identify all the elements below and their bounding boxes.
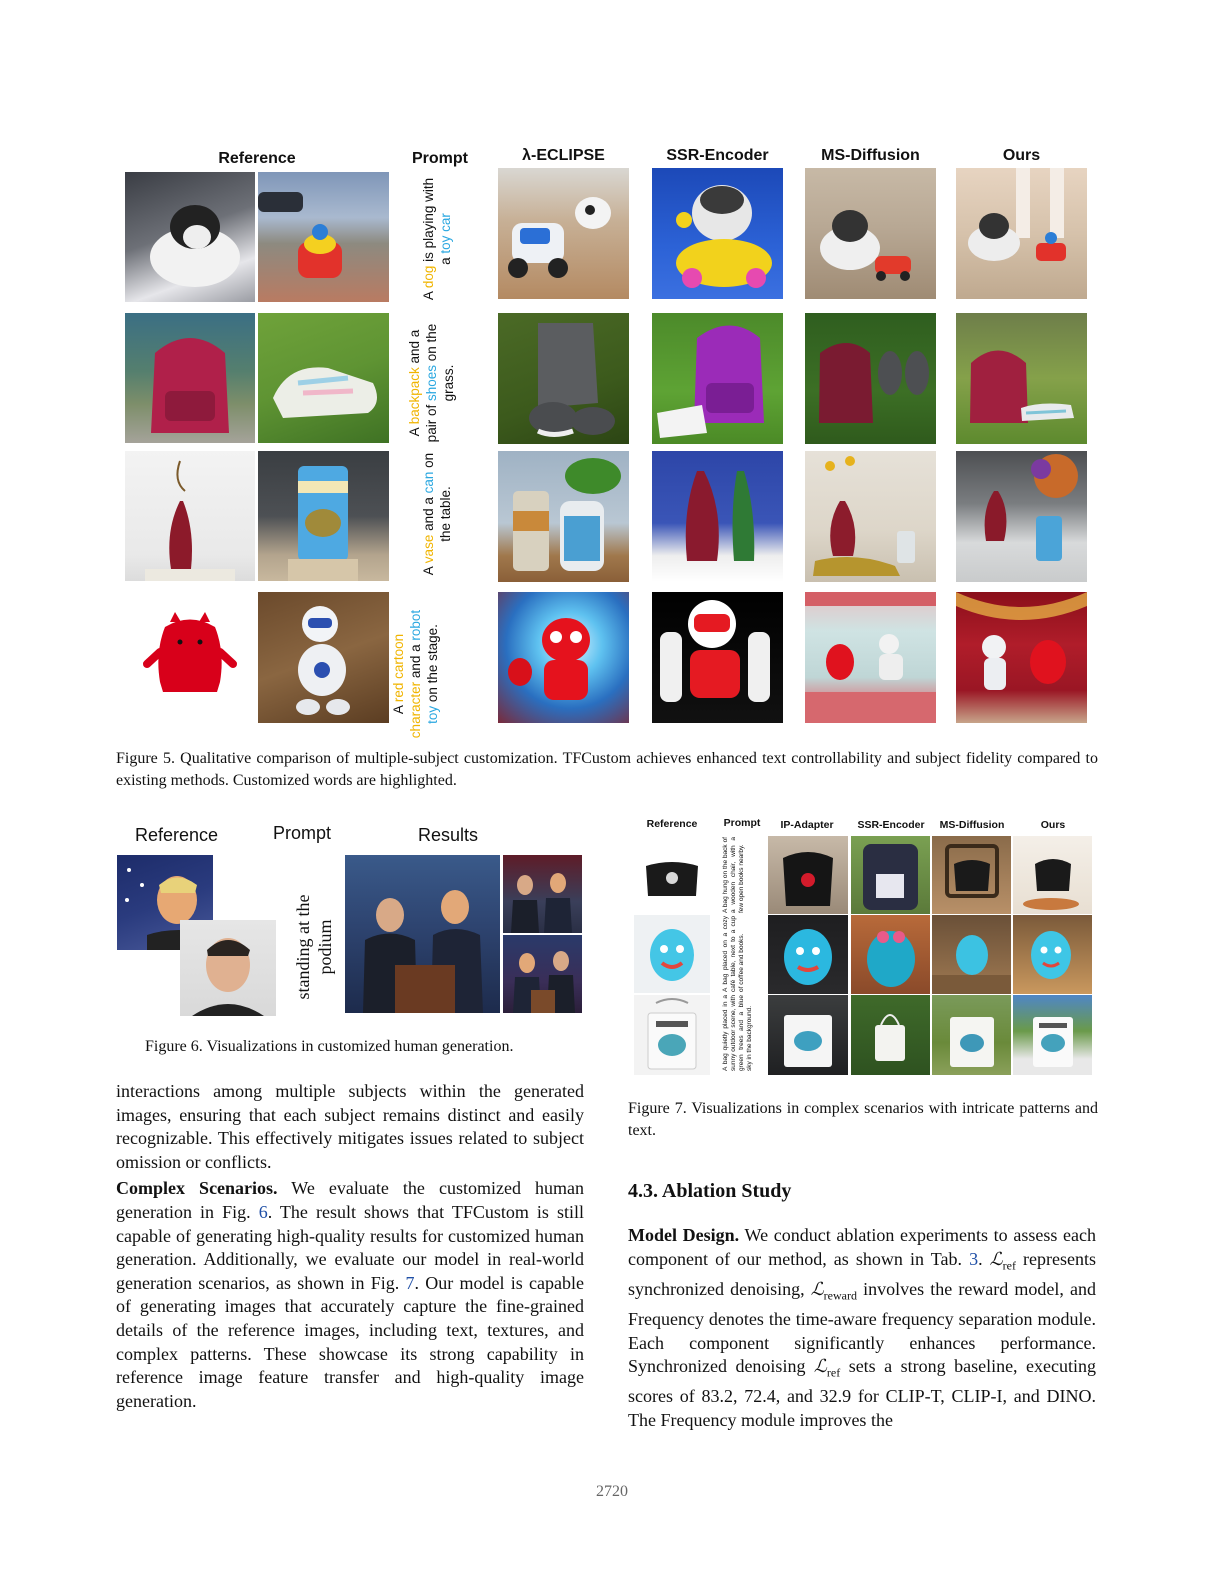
fig6-result-small1-image <box>503 855 582 933</box>
l-ref-sub-2: ref <box>826 1365 841 1380</box>
fig7-r2-prompt: A bag placed on a cozy café table, next to a cup of coffee and books. <box>722 916 745 992</box>
md-text-c: represents synchronized denoising, <box>628 1248 1097 1299</box>
fig5-r2-ms-diffusion-image <box>805 313 936 444</box>
md-text-d: involves the reward model, and Frequency denotes the time-aware frequency separation module. Each component significantly enhances performance. Synchronized denoising <box>628 1278 1096 1377</box>
md-text-a: We conduct ablation experiments to assess each component of our method, as shown in Tab. <box>628 1225 1096 1269</box>
fig7-r3-ours-image <box>1013 995 1092 1075</box>
fig7-r3-ssr-encoder-image <box>851 995 930 1075</box>
fig6-result-main-image <box>345 855 500 1013</box>
fig7-r1-ref-image <box>634 838 710 914</box>
fig5-r1-ours-image <box>956 168 1087 299</box>
fig6-header-reference: Reference <box>135 825 219 845</box>
left-column-text <box>116 1080 584 1413</box>
fig7-r2-ms-diffusion-image <box>932 915 1011 994</box>
fig7-r1-ms-diffusion-image <box>932 836 1011 914</box>
fig5-r1-prompt: A dog is playing with a toy car <box>421 177 453 301</box>
l-ref-sub: ref <box>1002 1258 1016 1273</box>
fig5-header-ssr-encoder: SSR-Encoder <box>666 147 769 164</box>
md-text-b: . <box>978 1248 990 1269</box>
fig5-r4-ssr-encoder-image <box>652 592 783 723</box>
fig5-r2-ref-backpack-image <box>125 313 255 443</box>
fig7-caption: Figure 7. Visualizations in complex scenarios with intricate patterns and text. <box>628 1100 1098 1139</box>
fig5-r4-ours-image <box>956 592 1087 723</box>
fig5-r3-ref-can-image <box>258 451 389 581</box>
fig5-r3-ms-diffusion-image <box>805 451 936 582</box>
fig5-r2-ref-shoes-image <box>258 313 389 443</box>
fig5-r1-lambda-eclipse-image <box>498 168 629 299</box>
fig5-r1-ref-dog-image <box>125 172 255 302</box>
fig7-r2-ip-adapter-image <box>768 915 848 994</box>
fig6-prompt: standing at the podium <box>293 894 335 1000</box>
fig6-header-prompt: Prompt <box>273 823 332 843</box>
page-number: 2720 <box>596 1483 628 1500</box>
fig5-r3-ssr-encoder-image <box>652 451 783 582</box>
complex-scenarios-heading: Complex Scenarios. <box>116 1178 278 1199</box>
fig7-r3-ip-adapter-image <box>768 995 848 1075</box>
l-ref-symbol: ℒ <box>989 1248 1003 1269</box>
fig6-ref-person2-image <box>180 920 276 1016</box>
fig5-r4-ref-robot-image <box>258 592 389 723</box>
fig5-r3-ref-vase-image <box>125 451 255 581</box>
fig5-r3-prompt: A vase and a can on the table. <box>421 452 453 576</box>
fig5-header-ms-diffusion: MS-Diffusion <box>821 147 920 164</box>
fig5-header-prompt: Prompt <box>412 150 468 167</box>
fig7-r1-ours-image <box>1013 836 1092 914</box>
fig7-r2-ours-image <box>1013 915 1092 994</box>
fig7-header-ip-adapter: IP-Adapter <box>780 819 834 831</box>
fig5-r3-ours-image <box>956 451 1087 582</box>
tab3-ref-link[interactable]: 3 <box>969 1248 979 1269</box>
fig7-r3-ref-image <box>634 995 710 1075</box>
fig5-r4-prompt: A red cartoon character and a robot toy on the stage. <box>391 609 440 739</box>
fig5-header-reference: Reference <box>218 150 296 167</box>
l-reward-sub: reward <box>823 1288 857 1303</box>
fig7-r2-ssr-encoder-image <box>851 915 930 994</box>
fig5-r4-ms-diffusion-image <box>805 592 936 723</box>
fig6-ref-link[interactable]: 6 <box>258 1201 268 1222</box>
fig7-ref-link[interactable]: 7 <box>405 1272 415 1293</box>
fig7-r2-ref-image <box>634 915 710 993</box>
cs-text-b: . The result shows that TFCustom is still capable of generating high-quality results for customized human generation. Additionally, we evaluate our model in real-world generation scenarios, as shown in Fig. <box>116 1201 585 1293</box>
fig5-header-ours: Ours <box>1002 147 1041 164</box>
right-para-model-design <box>628 1224 1096 1433</box>
fig7-r1-ip-adapter-image <box>768 836 848 914</box>
fig7-r3-prompt: A bag quietly placed in a sunny outdoor scene, with green trees and a blue sky in the background. <box>722 995 753 1071</box>
fig7-header-reference: Reference <box>646 818 698 830</box>
l-reward-symbol: ℒ <box>810 1278 824 1299</box>
fig5-r1-ssr-encoder-image <box>652 168 783 299</box>
fig5-r3-lambda-eclipse-image <box>498 451 629 582</box>
left-para-1: interactions among multiple subjects within the generated images, ensuring that each subject remains distinct and easily recognizable. This effectively mitigates issues related to subject omission or conflicts. <box>116 1081 584 1172</box>
model-design-heading: Model Design. <box>628 1225 740 1245</box>
section-heading-ablation: 4.3. Ablation Study <box>628 1180 792 1202</box>
cs-text-a: We evaluate the customized human generation in Fig. <box>116 1178 584 1222</box>
fig7-r1-ssr-encoder-image <box>851 836 930 914</box>
fig5-header-lambda-eclipse: λ-ECLIPSE <box>522 147 605 164</box>
left-para-complex-scenarios <box>116 1177 584 1413</box>
fig5-caption: Figure 5. Qualitative comparison of multiple-subject customization. TFCustom achieves enhanced text controllability and subject fidelity compared to existing methods. Customized words are highlighted. <box>116 750 1098 789</box>
fig6-result-small2-image <box>503 935 582 1013</box>
l-ref-symbol-2: ℒ <box>813 1356 827 1377</box>
fig5-r4-ref-red-character-image <box>125 592 255 722</box>
fig7-header-ms-diffusion: MS-Diffusion <box>939 819 1005 831</box>
fig5-r2-ours-image <box>956 313 1087 444</box>
fig6-header-results: Results <box>418 825 479 845</box>
fig5-r1-ref-toy-car-image <box>258 172 389 302</box>
fig5-r2-lambda-eclipse-image <box>498 313 629 444</box>
fig6-caption: Figure 6. Visualizations in customized human generation. <box>145 1038 514 1055</box>
fig7-header-prompt: Prompt <box>723 817 761 829</box>
fig5-r2-ssr-encoder-image <box>652 313 783 444</box>
md-text-e: sets a strong baseline, executing scores of 83.2, 72.4, and 32.9 for CLIP-T, CLIP-I, and DINO. The Frequency module improves the <box>628 1356 1096 1430</box>
fig7-header-ours: Ours <box>1040 819 1066 831</box>
cs-text-c: . Our model is capable of generating images that accurately capture the fine-grained details of the reference images, including text, textures, and complex patterns. These showcase its strong capability in reference image feature transfer and high-quality image generation. <box>116 1272 585 1411</box>
fig7-header-ssr-encoder: SSR-Encoder <box>857 819 925 831</box>
fig7-r3-ms-diffusion-image <box>932 995 1011 1075</box>
fig5-r4-lambda-eclipse-image <box>498 592 629 723</box>
fig5-r2-prompt: A backpack and a pair of shoes on the grass. <box>407 323 456 443</box>
fig7-r1-prompt: A bag hung on the back of a wooden chair, with a few open books nearby. <box>722 837 745 913</box>
fig5-r1-ms-diffusion-image <box>805 168 936 299</box>
